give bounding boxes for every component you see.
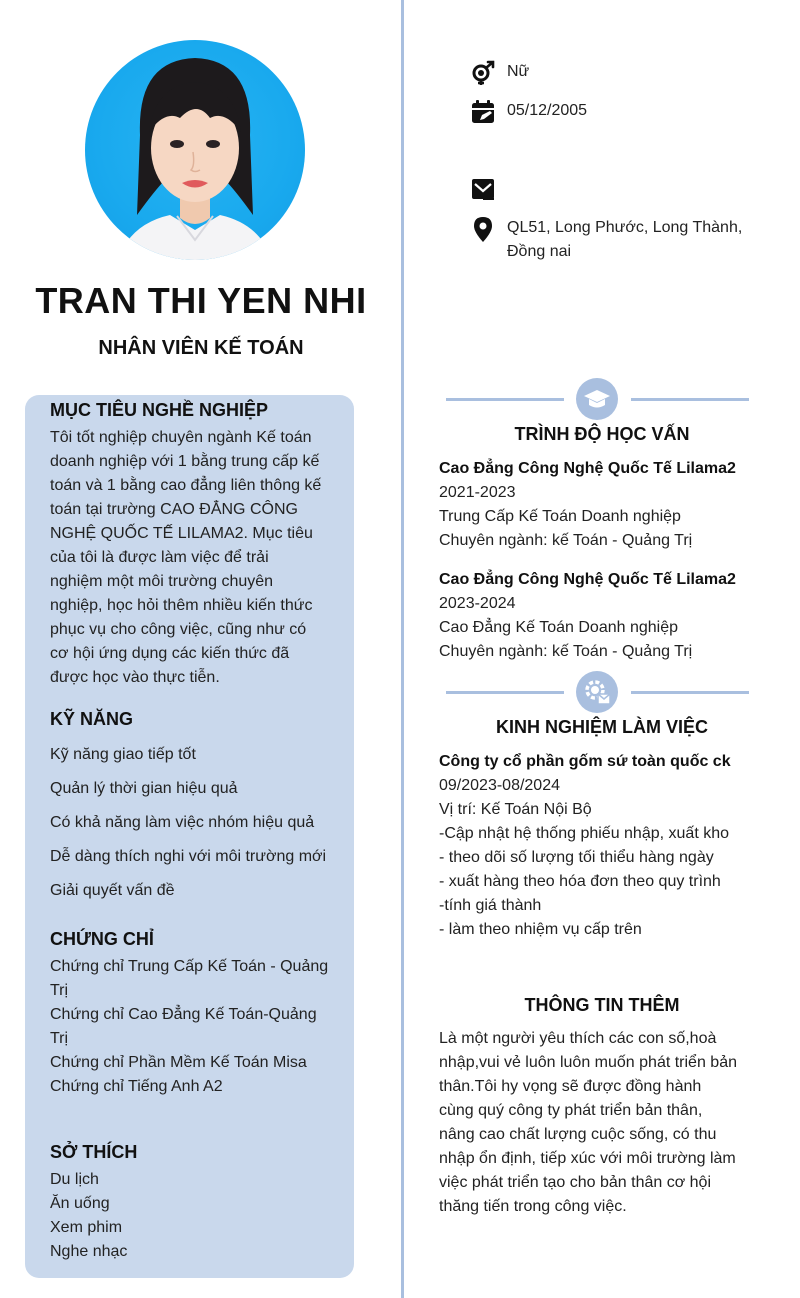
skill-item: Kỹ năng giao tiếp tốt	[50, 746, 196, 763]
experience-task: -tính giá thành	[439, 897, 542, 914]
graduation-cap-icon	[576, 378, 618, 420]
column-divider	[401, 0, 404, 1298]
hobby-item: Xem phim	[50, 1219, 123, 1236]
gender-icon	[470, 60, 496, 86]
gender-row	[470, 60, 529, 86]
education-school: Cao Đẳng Công Nghệ Quốc Tế Lilama2	[439, 460, 736, 477]
objective-text: Tôi tốt nghiệp chuyên ngành Kế toán doanh nghiệp với 1 bằng trung cấp kế toán và 1 bằng cao đẳng liên thông kế toán tại trường CAO ĐẲNG CÔNG NGHỆ QUỐC TẾ LILAMA2. Mục tiêu của tôi là được làm việc để trải nghiệm một môi trường chuyên nghiệp, học hỏi thêm nhiều kiến thức phục vụ cho công việc, cũng như có cơ hội ứng dụng các kiến thức đã được học vào thực tiễn.	[50, 429, 322, 686]
skill-item: Dễ dàng thích nghi với môi trường mới	[50, 848, 327, 865]
work-gear-icon	[576, 671, 618, 713]
education-school: Cao Đẳng Công Nghệ Quốc Tế Lilama2	[439, 571, 736, 588]
experience-title: KINH NGHIỆM LÀM VIỆC	[495, 717, 708, 737]
experience-position: Vị trí: Kế Toán Nội Bộ	[439, 801, 592, 818]
email-row	[470, 176, 507, 202]
education-period: 2021-2023	[439, 484, 516, 501]
education-separator-left	[446, 398, 564, 401]
objective-title: MỤC TIÊU NGHỀ NGHIỆP	[50, 400, 269, 420]
experience-period: 09/2023-08/2024	[439, 777, 560, 794]
education-separator-right	[631, 398, 749, 401]
skill-item: Giải quyết vấn đề	[50, 882, 175, 899]
hobby-item: Du lịch	[50, 1171, 99, 1188]
education-program: Trung Cấp Kế Toán Doanh nghiệp	[439, 508, 681, 525]
birthday-row	[470, 99, 587, 125]
hobby-item: Ăn uống	[50, 1195, 110, 1212]
education-title: TRÌNH ĐỘ HỌC VẤN	[514, 424, 690, 444]
experience-separator-left	[446, 691, 564, 694]
hobbies-title: SỞ THÍCH	[50, 1142, 138, 1162]
skills-title: KỸ NĂNG	[50, 709, 134, 729]
address-value: QL51, Long Phước, Long Thành, Đồng nai	[507, 219, 743, 260]
experience-task: - theo dõi số lượng tối thiểu hàng ngày	[439, 849, 714, 866]
mail-icon	[470, 176, 496, 202]
additional-info-title: THÔNG TIN THÊM	[524, 995, 680, 1015]
experience-task: -Cập nhật hệ thống phiếu nhập, xuất kho	[439, 825, 729, 842]
experience-task: - làm theo nhiệm vụ cấp trên	[439, 921, 642, 938]
location-icon	[470, 216, 496, 242]
skill-item: Có khả năng làm việc nhóm hiệu quả	[50, 814, 315, 831]
education-program: Cao Đẳng Kế Toán Doanh nghiệp	[439, 619, 678, 636]
certificates-list: Chứng chỉ Trung Cấp Kế Toán - Quảng Trị Chứng chỉ Cao Đẳng Kế Toán-Quảng Trị Chứng chỉ Phần Mềm Kế Toán Misa Chứng chỉ Tiếng Anh A2	[50, 958, 329, 1095]
job-title: NHÂN VIÊN KẾ TOÁN	[98, 337, 304, 359]
education-period: 2023-2024	[439, 595, 516, 612]
certificates-title: CHỨNG CHỈ	[50, 929, 154, 949]
experience-task: - xuất hàng theo hóa đơn theo quy trình	[439, 873, 721, 890]
hobby-item: Nghe nhạc	[50, 1243, 128, 1260]
education-major: Chuyên ngành: kế Toán - Quảng Trị	[439, 643, 693, 660]
gender-value: Nữ	[507, 63, 530, 80]
skill-item: Quản lý thời gian hiệu quả	[50, 780, 238, 797]
experience-separator-right	[631, 691, 749, 694]
address-row	[470, 216, 742, 264]
additional-info-text: Là một người yêu thích các con số,hoà nhập,vui vẻ luôn luôn muốn phát triển bản thân.Tôi hy vọng sẽ được đồng hành cùng quý công ty phát triển bản thân, nâng cao chất lượng cuộc sống, có thu nhập ổn định, tiếp xúc với môi trường làm việc phát triển tạo cho bản thân cơ hội thăng tiến trong công việc.	[439, 1030, 737, 1215]
experience-company: Công ty cổ phần gốm sứ toàn quốc ck	[439, 753, 731, 770]
education-major: Chuyên ngành: kế Toán - Quảng Trị	[439, 532, 693, 549]
calendar-icon	[470, 99, 496, 125]
birthday-value: 05/12/2005	[507, 102, 588, 119]
profile-photo	[85, 40, 305, 260]
candidate-name: TRAN THI YEN NHI	[35, 280, 367, 321]
